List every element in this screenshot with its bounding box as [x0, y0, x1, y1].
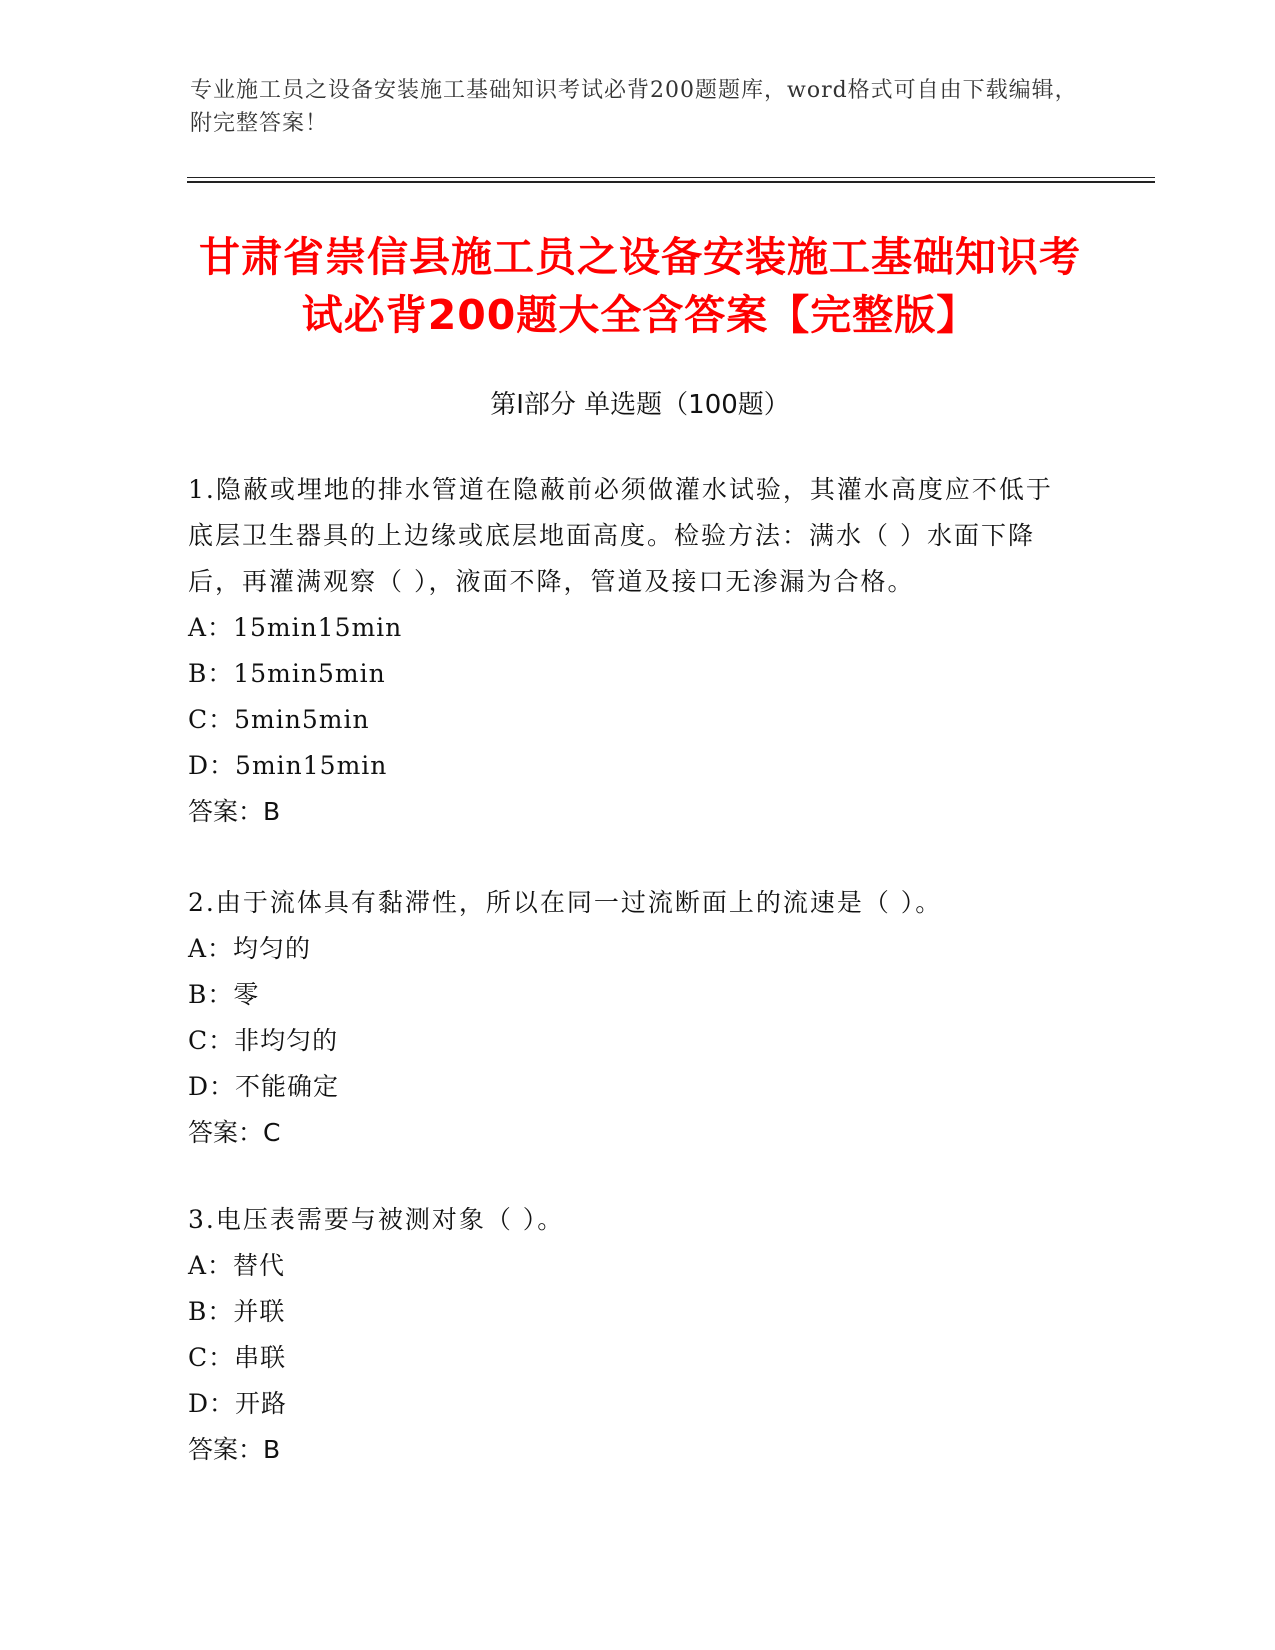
- option-a: A：15min15min: [188, 613, 403, 642]
- option-d: D：开路: [188, 1389, 288, 1418]
- answer-line: [188, 789, 1078, 835]
- answer-value: B: [263, 797, 281, 826]
- answer-value: C: [263, 1118, 281, 1147]
- answer-label: 答案：: [188, 797, 264, 826]
- question-stem: 3.电压表需要与被测对象（ ）。: [188, 1205, 565, 1234]
- option-c: C：串联: [188, 1343, 287, 1372]
- option-a: A：替代: [188, 1251, 286, 1280]
- option-c: C：非均匀的: [188, 1026, 339, 1055]
- option-b: B：并联: [188, 1297, 286, 1326]
- section-heading: 第Ⅰ部分 单选题（100题）: [490, 390, 790, 420]
- question-stem: 2.由于流体具有黏滞性，所以在同一过流断面上的流速是（ ）。: [188, 888, 943, 917]
- answer-line: [188, 1110, 1078, 1156]
- answer-value: B: [263, 1435, 281, 1464]
- question-2: [188, 880, 1078, 1156]
- header-rule-thin: [187, 177, 1155, 178]
- option-d: D：5min15min: [188, 751, 388, 780]
- question-stem: 1.隐蔽或埋地的排水管道在隐蔽前必须做灌水试验，其灌水高度应不低于底层卫生器具的上边缘或底层地面高度。检验方法：满水（ ）水面下降后，再灌满观察（ ），液面不降，管道及接口无渗漏为合格。: [188, 475, 1053, 596]
- option-b: B：15min5min: [188, 659, 386, 688]
- option-b: B：零: [188, 980, 260, 1009]
- header-note: 专业施工员之设备安装施工基础知识考试必背200题题库，word格式可自由下载编辑，附完整答案！: [190, 78, 1078, 136]
- answer-line: [188, 1427, 1078, 1473]
- answer-label: 答案：: [188, 1118, 264, 1147]
- header-rule-thick: [187, 181, 1155, 183]
- answer-label: 答案：: [188, 1435, 264, 1464]
- question-1: [188, 467, 1078, 835]
- question-3: [188, 1197, 1078, 1473]
- option-c: C：5min5min: [188, 705, 370, 734]
- option-a: A：均匀的: [188, 934, 312, 963]
- option-d: D：不能确定: [188, 1072, 340, 1101]
- document-title: 甘肃省崇信县施工员之设备安装施工基础知识考试必背200题大全含答案【完整版】: [199, 233, 1081, 339]
